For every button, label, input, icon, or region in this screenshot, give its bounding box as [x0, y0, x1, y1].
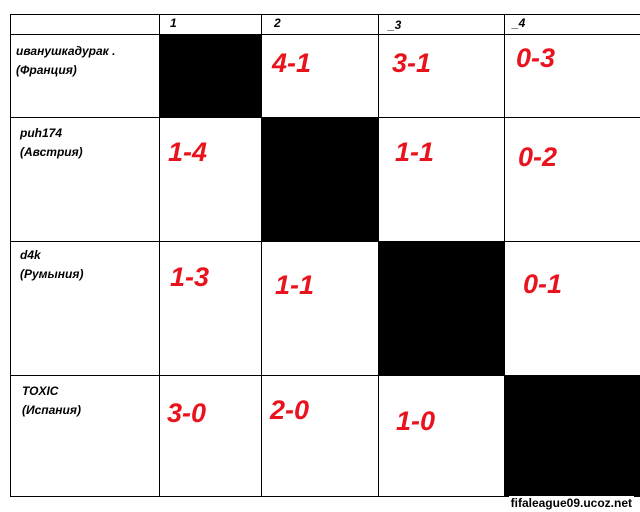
- match-score: 4-1: [272, 48, 312, 78]
- match-score: 1-1: [275, 270, 315, 300]
- match-score: 1-0: [396, 406, 436, 436]
- team-name: TOXIC: [22, 384, 59, 398]
- team-country: (Франция): [16, 63, 77, 77]
- match-score: 3-1: [392, 48, 432, 78]
- match-score: 1-4: [168, 137, 208, 167]
- team-country: (Испания): [22, 403, 81, 417]
- match-score: 0-3: [516, 43, 556, 73]
- match-score: 1-1: [395, 137, 435, 167]
- column-header: 2: [274, 16, 281, 30]
- diagonal-cell: [504, 375, 640, 497]
- grid-line-v: [10, 14, 11, 496]
- team-label: [20, 246, 83, 284]
- column-header: _3: [388, 18, 402, 32]
- grid-line-h: [10, 34, 640, 35]
- team-name: d4k: [20, 248, 41, 262]
- match-score: 1-3: [170, 262, 210, 292]
- site-watermark: fifaleague09.ucoz.net: [510, 496, 632, 510]
- team-name: иванушкадурак .: [16, 44, 116, 58]
- diagonal-cell: [261, 117, 379, 242]
- diagonal-cell: [378, 241, 505, 376]
- match-score: 3-0: [167, 398, 207, 428]
- team-label: [16, 42, 115, 80]
- grid-line-h: [10, 14, 640, 15]
- column-header: _4: [512, 16, 526, 30]
- team-label: [22, 382, 81, 420]
- match-score: 2-0: [270, 395, 310, 425]
- team-country: (Румыния): [20, 267, 84, 281]
- diagonal-cell: [159, 34, 262, 118]
- match-score: 0-1: [523, 269, 563, 299]
- match-score: 0-2: [518, 142, 558, 172]
- team-label: [20, 124, 83, 162]
- team-country: (Австрия): [20, 145, 83, 159]
- column-header: 1: [170, 16, 177, 30]
- team-name: puh174: [20, 126, 63, 140]
